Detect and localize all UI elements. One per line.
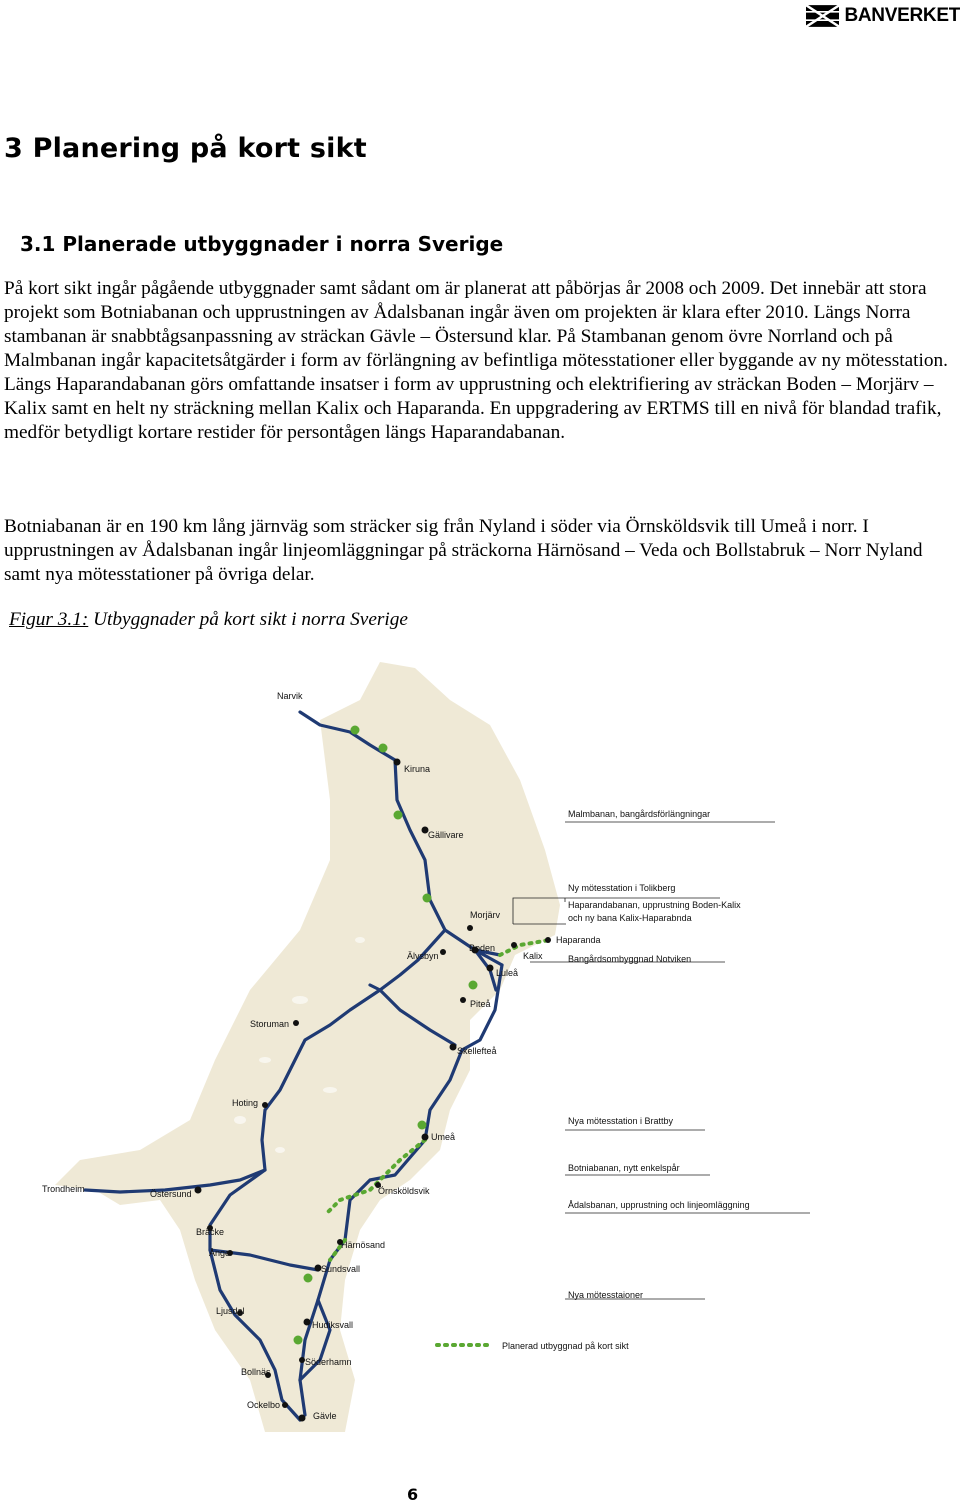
page-number: 6 (407, 1485, 419, 1504)
label-ockelbo: Ockelbo (247, 1400, 281, 1410)
label-kiruna: Kiruna (404, 764, 431, 774)
callout-haparandabanan-1: Haparandabanan, upprustning Boden-Kalix (568, 900, 741, 910)
label-gallivare: Gällivare (428, 830, 464, 840)
paragraph-2: Botniabanan är en 190 km lång järnväg som sträcker sig från Nyland i söder via Örnsköldsvik till Umeå i norr. I upprustningen av Ådalsbanan ingår linjeomläggningar på sträckorna Härnösand – Veda och Bollstabruk – Norr Nyland samt nya mötesstationer på övriga delar. (4, 516, 923, 585)
label-sundsvall: Sundsvall (321, 1264, 361, 1274)
label-hoting: Hoting (232, 1098, 259, 1108)
label-morjarv: Morjärv (470, 910, 501, 920)
banverket-logo-icon (806, 3, 839, 29)
label-pitea: Piteå (470, 999, 491, 1009)
label-narvik: Narvik (277, 691, 303, 701)
label-storuman: Storuman (250, 1019, 290, 1029)
legend-planned-label: Planerad utbyggnad på kort sikt (502, 1341, 629, 1351)
callout-tolikberg: Ny mötesstation i Tolikberg (568, 883, 676, 893)
callout-nya-motesstationer: Nya mötesstaioner (568, 1290, 644, 1300)
label-ange: Ånge (209, 1248, 231, 1258)
figure-caption (9, 609, 408, 631)
figure-label: Figur 3.1: (9, 609, 89, 630)
label-bollnas: Bollnäs (241, 1367, 271, 1377)
subsection-title: 3.1 Planerade utbyggnader i norra Sverige (20, 232, 504, 256)
label-ostersund: Östersund (150, 1189, 192, 1199)
label-skelleftea: Skellefteå (457, 1046, 497, 1056)
label-bracke: Bräcke (196, 1227, 225, 1237)
paragraph-1: På kort sikt ingår pågående utbyggnader samt sådant om är planerat att påbörjas år 2008 och 2009. Det innebär att stora projekt som Botniabanan och upprustningen av Ådalsbanan ingår även om projekten är klara efter 2010. Längs Norra stambanan är snabbtågsanpassning av sträckan Gävle – Östersund klar. På Stambanan genom övre Norrland och på Malmbanan ingår kapacitetsåtgärder i form av förlängning av befintliga mötesstationer eller byggande av ny mötesstation. Längs Haparandabanan görs omfattande insatser i form av upprustning och elektrifiering av sträckan Boden – Morjärv – Kalix samt en helt ny sträckning mellan Kalix och Haparanda. En uppgradering av ERTMS till en nivå för blandad trafik, medför betydligt kortare restider för persontågen längs Haparandabanan. (4, 278, 948, 443)
figure-caption-text: Utbyggnader på kort sikt i norra Sverige (88, 609, 408, 630)
label-soderhamn: Söderhamn (305, 1357, 352, 1367)
callout-haparandabanan-2: och ny bana Kalix-Haparabnda (568, 913, 692, 923)
label-trondheim: Trondheim (42, 1184, 85, 1194)
label-gavle: Gävle (313, 1411, 337, 1421)
callout-malmbanan: Malmbanan, bangårdsförlängningar (568, 809, 711, 819)
section-title: 3 Planering på kort sikt (4, 133, 367, 164)
logo-text: BANVERKET (844, 5, 960, 26)
label-umea: Umeå (431, 1132, 456, 1142)
callout-notviken: Bangårdsombyggnad Notviken (568, 954, 692, 964)
callout-brattby: Nya mötesstation i Brattby (568, 1116, 674, 1126)
label-harnosand: Härnösand (341, 1240, 386, 1250)
label-alvsbyn: Älvsbyn (407, 951, 439, 961)
label-ljusdal: Ljusdal (216, 1306, 245, 1316)
label-hudiksvall: Hudiksvall (312, 1320, 354, 1330)
railway-map (0, 655, 960, 1445)
callout-lines (513, 822, 810, 1299)
label-kalix: Kalix (523, 951, 543, 961)
callout-adalsbanan: Ådalsbanan, upprustning och linjeomläggning (568, 1200, 750, 1210)
banverket-logo (806, 2, 960, 30)
label-lulea: Luleå (496, 968, 519, 978)
callout-botniabanan: Botniabanan, nytt enkelspår (568, 1163, 680, 1173)
label-boden: Boden (469, 943, 496, 953)
label-ornskoldsvik: Örnsköldsvik (378, 1186, 430, 1196)
label-haparanda: Haparanda (556, 935, 601, 945)
